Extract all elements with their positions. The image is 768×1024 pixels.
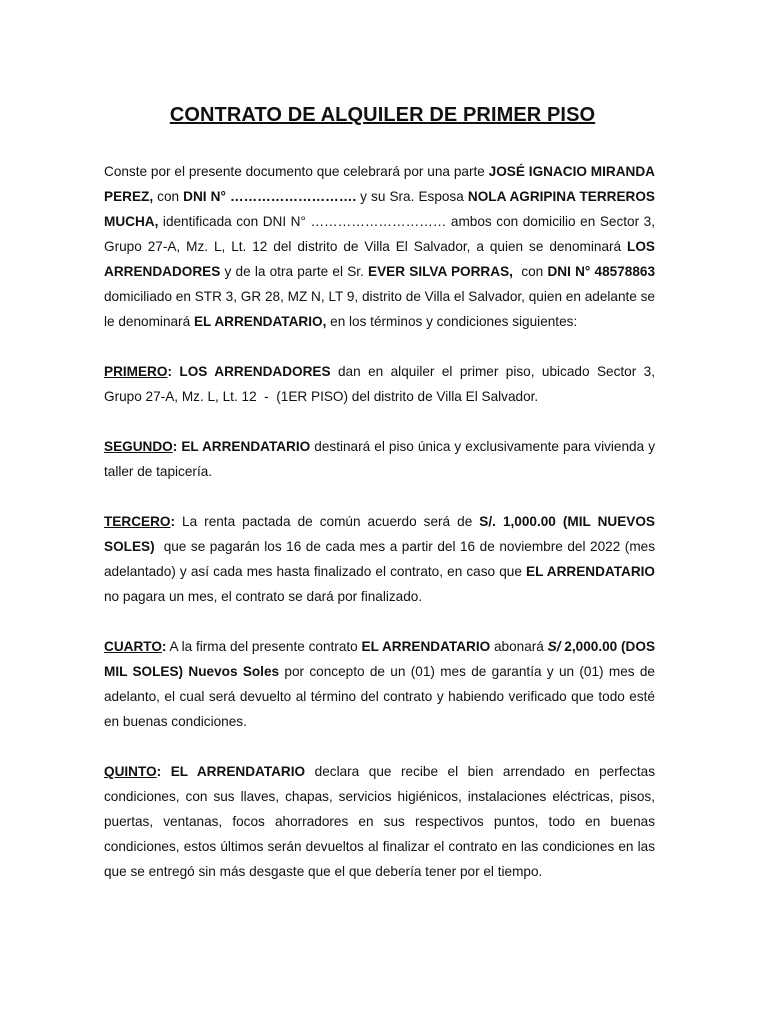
text-run: identificada con DNI N° ………………………… ambos con domicilio en Sector 3, Grupo 27-A, Mz. L, Lt. 12 del distrito de Villa El Salvador, a quien se denominará xyxy=(104,214,659,254)
bold-text-run: 2,000.00 (DOS MIL SOLES) Nuevos Soles xyxy=(104,639,659,679)
text-run: y su Sra. Esposa xyxy=(356,189,468,204)
bold-text-run: : xyxy=(170,514,175,529)
text-run: no pagara un mes, el contrato se dará por finalizado. xyxy=(104,564,659,604)
text-run: abonará xyxy=(490,639,548,654)
clause-cuarto xyxy=(104,634,659,734)
text-run: destinará el piso única y exclusivamente para vivienda y taller de tapicería. xyxy=(104,439,659,479)
text-run: La renta pactada de común acuerdo será de xyxy=(175,514,480,529)
clause-quinto xyxy=(104,759,659,884)
paragraph-intro xyxy=(104,159,659,334)
text-run: en los términos y condiciones siguientes: xyxy=(326,314,578,329)
bold-text-run: DNI N° 48578863 xyxy=(547,264,656,279)
document-title: CONTRATO DE ALQUILER DE PRIMER PISO xyxy=(169,104,596,126)
text-run: con xyxy=(153,189,184,204)
bold-text-run: JOSÉ IGNACIO MIRANDA PEREZ, xyxy=(104,164,659,204)
clause-heading: SEGUNDO xyxy=(104,439,173,454)
bold-text-run: DNI N° ………………………. xyxy=(183,189,357,204)
bold-text-run: EL ARRENDATARIO xyxy=(361,639,491,654)
bold-text-run: LOS ARRENDADORES xyxy=(104,239,659,279)
text-run: A la firma del presente contrato xyxy=(166,639,362,654)
bold-text-run: EL ARRENDATARIO, xyxy=(193,314,327,329)
text-run: por concepto de un (01) mes de garantía y un (01) mes de adelanto, el cual será devuelto al término del contrato y habiendo verificado que todo esté en buenas condiciones. xyxy=(104,664,659,729)
bold-text-run: NOLA AGRIPINA TERREROS MUCHA, xyxy=(104,189,659,229)
clause-heading: PRIMERO xyxy=(104,364,168,379)
clause-tercero xyxy=(104,509,659,609)
text-run: declara que recibe el bien arrendado en perfectas condiciones, con sus llaves, chapas, servicios higiénicos, instalaciones eléctricas, pisos, puertas, ventanas, focos ahorradores en sus respectivos puntos, todo en buenas condiciones, estos últimos serán devueltos al finalizar el contrato en las condiciones en las que se entregó sin más desgaste que el que debería tener por el tiempo. xyxy=(104,764,659,879)
bold-text-run: : xyxy=(167,364,180,379)
bold-text-run: LOS ARRENDADORES xyxy=(179,364,331,379)
clause-primero xyxy=(104,359,659,409)
bold-text-run: EL ARRENDATARIO xyxy=(526,564,655,579)
bold-text-run: EL ARRENDATARIO xyxy=(181,439,311,454)
bold-text-run: S/. 1,000.00 (MIL NUEVOS SOLES) xyxy=(104,514,659,554)
bold-text-run: : xyxy=(172,439,182,454)
text-run: domiciliado en STR 3, GR 28, MZ N, LT 9, distrito de Villa el Salvador, quien en adelante se le denominará xyxy=(104,264,659,329)
clause-heading: TERCERO xyxy=(104,514,171,529)
text-run: con xyxy=(512,264,548,279)
bold-text-run: : xyxy=(161,639,167,654)
bold-text-run: EVER SILVA PORRAS, xyxy=(368,264,513,279)
bold-text-run: EL ARRENDATARIO xyxy=(170,764,306,779)
clause-heading: QUINTO xyxy=(104,764,157,779)
clause-heading: CUARTO xyxy=(104,639,162,654)
text-run: y de la otra parte el Sr. xyxy=(220,264,369,279)
text-run: que se pagarán los 16 de cada mes a partir del 16 de noviembre del 2022 (mes adelantado) y así cada mes hasta finalizado el contrato, en caso que xyxy=(104,539,659,579)
bold-text-run: S/ xyxy=(547,639,561,654)
bold-text-run: : xyxy=(156,764,171,779)
text-run: Conste por el presente documento que celebrará por una parte xyxy=(104,164,489,179)
clause-segundo xyxy=(104,434,659,484)
text-run: dan en alquiler el primer piso, ubicado Sector 3, Grupo 27-A, Mz. L, Lt. 12 - (1ER PISO) del distrito de Villa El Salvador. xyxy=(104,364,659,404)
